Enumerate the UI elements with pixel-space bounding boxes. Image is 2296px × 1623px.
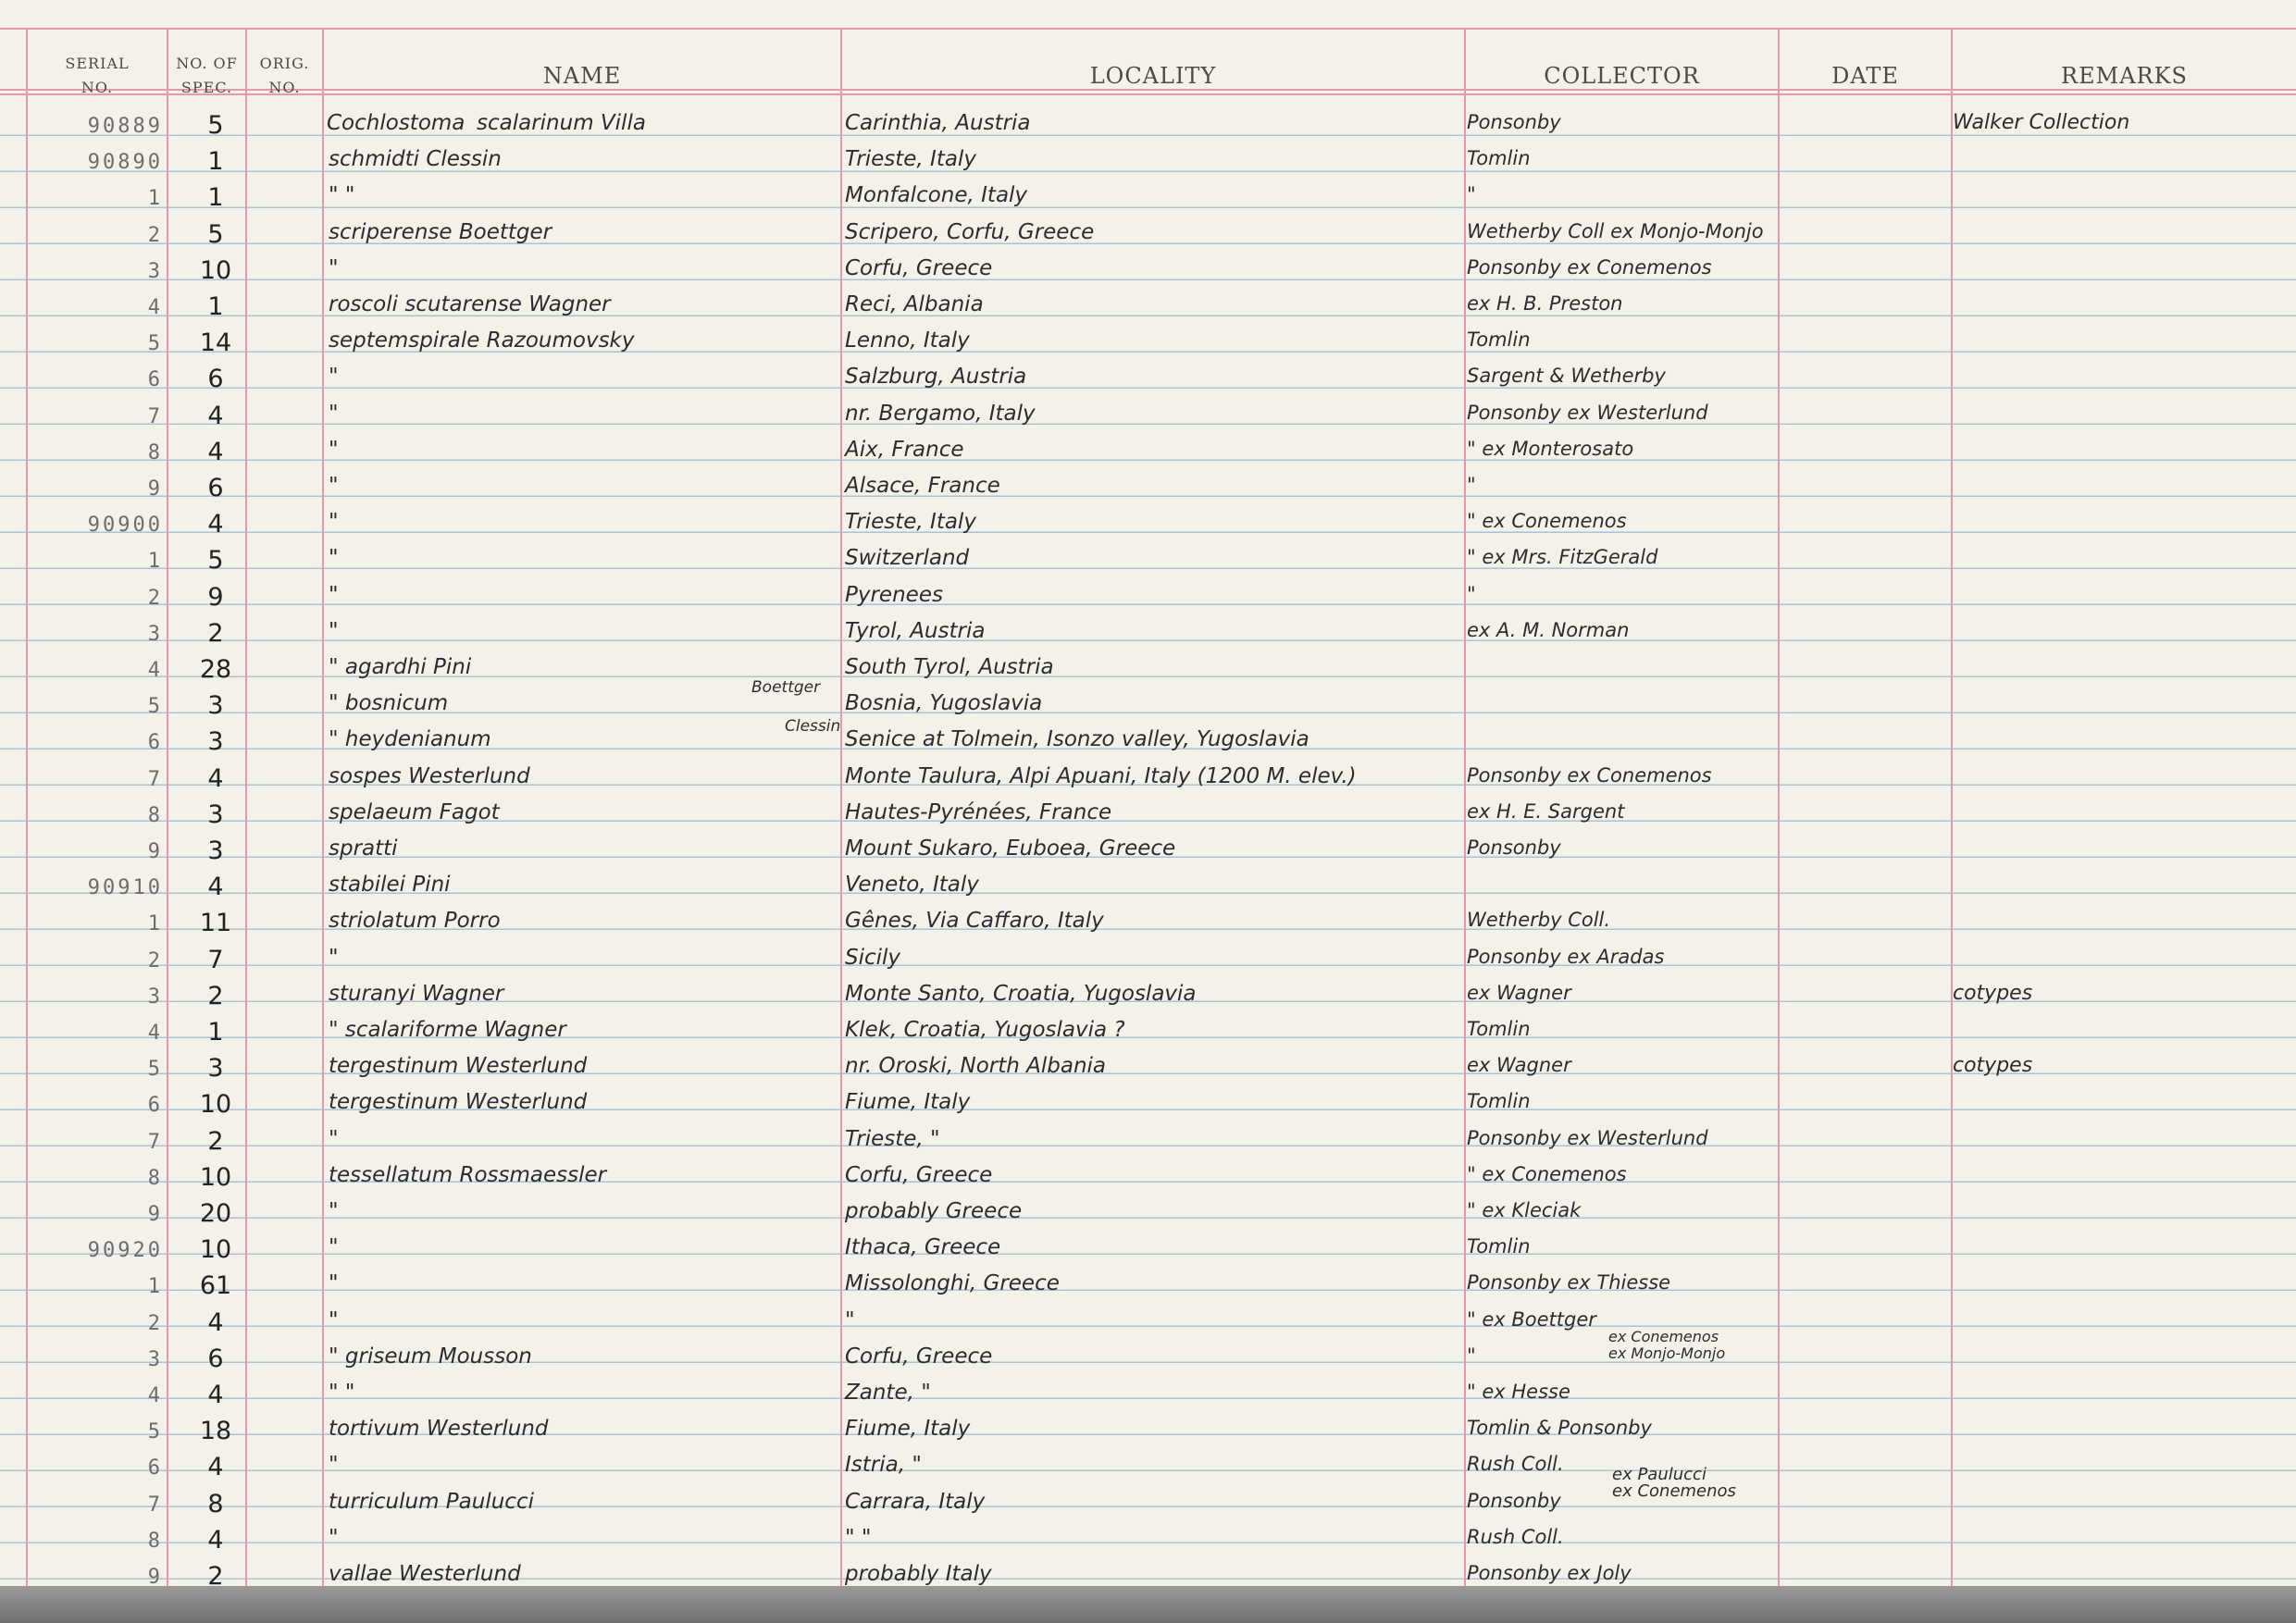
row-23-spec: 11 <box>199 909 232 937</box>
row-38-collector: Rush Coll. <box>1467 1453 1564 1475</box>
row-4-name: scriperense Boettger <box>329 220 552 244</box>
row-28-locality: Fiume, Italy <box>845 1090 971 1114</box>
row-26-serial: 4 <box>147 1022 163 1045</box>
row-19-name: sospes Westerlund <box>329 764 530 788</box>
row-24-serial: 2 <box>147 949 163 973</box>
row-11-collector: " <box>1467 474 1476 496</box>
row-25-remarks: cotypes <box>1953 982 2033 1005</box>
row-6-spec: 1 <box>207 292 224 321</box>
row-7-locality: Lenno, Italy <box>845 328 970 353</box>
row-34-spec: 4 <box>207 1308 224 1337</box>
row-30-locality: Corfu, Greece <box>845 1163 993 1187</box>
row-33-serial: 1 <box>147 1275 163 1298</box>
row-23-collector: Wetherby Coll. <box>1467 909 1611 931</box>
row-15-collector: ex A. M. Norman <box>1467 619 1630 641</box>
row-31-locality: probably Greece <box>845 1199 1023 1223</box>
row-27-name: tergestinum Westerlund <box>329 1054 588 1078</box>
header-orig-no: ORIG. NO. <box>259 55 310 96</box>
row-3-collector: " <box>1467 183 1476 205</box>
row-9-locality: nr. Bergamo, Italy <box>845 402 1036 426</box>
row-21-name: spratti <box>329 836 398 861</box>
row-10-serial: 8 <box>147 441 163 465</box>
row-26-name: " scalariforme Wagner <box>329 1018 566 1042</box>
row-31-collector: " ex Kleciak <box>1467 1199 1582 1221</box>
row-1-name: scalarinum Villa <box>477 111 646 135</box>
row-21-locality: Mount Sukaro, Euboea, Greece <box>845 836 1176 861</box>
row-32-name: " <box>329 1235 339 1259</box>
header-serial-no: SERIAL NO. <box>65 55 130 96</box>
row-5-collector: Ponsonby ex Conemenos <box>1467 256 1712 279</box>
row-30-spec: 10 <box>199 1163 232 1192</box>
row-1-remarks: Walker Collection <box>1953 111 2130 134</box>
row-37-spec: 18 <box>199 1417 232 1445</box>
row-12-spec: 4 <box>207 510 224 539</box>
row-19-locality: Monte Taulura, Alpi Apuani, Italy (1200 M. elev.) <box>845 764 1357 788</box>
row-16-serial: 4 <box>147 659 163 682</box>
row-26-spec: 1 <box>207 1018 224 1047</box>
row-13-collector: " ex Mrs. FitzGerald <box>1467 546 1658 568</box>
row-27-collector: ex Wagner <box>1467 1054 1571 1076</box>
row-38-name: " <box>329 1453 339 1477</box>
row-19-spec: 4 <box>207 764 224 793</box>
row-5-name: " <box>329 256 339 280</box>
row-3-locality: Monfalcone, Italy <box>845 183 1028 207</box>
row-40-spec: 4 <box>207 1526 224 1555</box>
row-33-spec: 61 <box>199 1271 232 1300</box>
row-10-locality: Aix, France <box>845 438 964 462</box>
row-17-spec: 3 <box>207 691 224 720</box>
row-13-serial: 1 <box>147 550 163 573</box>
row-6-collector: ex H. B. Preston <box>1467 292 1623 315</box>
row-8-spec: 6 <box>207 365 224 393</box>
row-27-spec: 3 <box>207 1054 224 1083</box>
row-35-serial: 3 <box>147 1348 163 1371</box>
row-3-serial: 1 <box>147 187 163 210</box>
collector-column-rule <box>1778 28 1780 1586</box>
row-7-name: septemspirale Razoumovsky <box>329 328 635 353</box>
row-33-collector: Ponsonby ex Thiesse <box>1467 1271 1671 1294</box>
note-paulucci-conemenos: ex Paulucci ex Conemenos <box>1612 1465 1736 1501</box>
header-name: NAME <box>542 63 622 89</box>
row-20-locality: Hautes-Pyrénées, France <box>845 800 1112 824</box>
row-16-spec: 28 <box>199 655 232 684</box>
row-40-serial: 8 <box>147 1530 163 1553</box>
row-34-serial: 2 <box>147 1312 163 1335</box>
row-7-serial: 5 <box>147 332 163 355</box>
row-40-collector: Rush Coll. <box>1467 1526 1564 1548</box>
row-22-spec: 4 <box>207 873 224 901</box>
row-11-locality: Alsace, France <box>845 474 1000 498</box>
row-24-spec: 7 <box>207 946 224 974</box>
row-39-locality: Carrara, Italy <box>845 1490 986 1514</box>
row-4-collector: Wetherby Coll ex Monjo-Monjo <box>1467 220 1764 242</box>
header-top-rule <box>0 28 2296 30</box>
row-31-spec: 20 <box>199 1199 232 1228</box>
date-column-rule <box>1951 28 1953 1586</box>
row-14-name: " <box>329 583 339 607</box>
header-collector: COLLECTOR <box>1544 63 1700 89</box>
row-15-spec: 2 <box>207 619 224 648</box>
row-5-serial: 3 <box>147 260 163 283</box>
row-25-name: sturanyi Wagner <box>329 982 504 1006</box>
row-1-collector: Ponsonby <box>1467 111 1561 133</box>
header-locality: LOCALITY <box>1089 63 1217 89</box>
row-26-locality: Klek, Croatia, Yugoslavia ? <box>845 1018 1125 1042</box>
row-9-serial: 7 <box>147 405 163 428</box>
row-36-name: " " <box>329 1381 355 1405</box>
row-6-name: roscoli scutarense Wagner <box>329 292 611 316</box>
row-39-name: turriculum Paulucci <box>329 1490 534 1514</box>
row-39-serial: 7 <box>147 1493 163 1517</box>
row-3-name: " " <box>329 183 355 207</box>
row-5-spec: 10 <box>199 256 232 285</box>
row-13-name: " <box>329 546 339 570</box>
row-29-spec: 2 <box>207 1127 224 1156</box>
row-32-spec: 10 <box>199 1235 232 1264</box>
row-9-collector: Ponsonby ex Westerlund <box>1467 402 1708 424</box>
row-10-collector: " ex Monterosato <box>1467 438 1634 460</box>
row-8-serial: 6 <box>147 368 163 391</box>
row-33-name: " <box>329 1271 339 1295</box>
row-16-name: " agardhi Pini <box>329 655 472 679</box>
row-37-name: tortivum Westerlund <box>329 1417 549 1441</box>
header-no-of-spec: NO. OF SPEC. <box>176 55 238 96</box>
row-41-spec: 2 <box>207 1562 224 1586</box>
row-34-locality: " <box>845 1308 855 1332</box>
row-13-locality: Switzerland <box>845 546 970 570</box>
header-remarks: REMARKS <box>2061 63 2188 89</box>
row-40-locality: " " <box>845 1526 872 1550</box>
row-37-collector: Tomlin & Ponsonby <box>1467 1417 1652 1439</box>
row-21-spec: 3 <box>207 836 224 865</box>
row-15-locality: Tyrol, Austria <box>845 619 986 643</box>
row-2-locality: Trieste, Italy <box>845 147 976 171</box>
row-9-name: " <box>329 402 339 426</box>
row-32-collector: Tomlin <box>1467 1235 1531 1258</box>
row-3-spec: 1 <box>207 183 224 212</box>
row-11-serial: 9 <box>147 477 163 501</box>
row-41-collector: Ponsonby ex Joly <box>1467 1562 1632 1584</box>
row-19-collector: Ponsonby ex Conemenos <box>1467 764 1712 787</box>
note-clessin: Clessin <box>785 717 841 736</box>
row-7-collector: Tomlin <box>1467 328 1531 351</box>
row-36-locality: Zante, " <box>845 1381 931 1405</box>
row-2-collector: Tomlin <box>1467 147 1531 169</box>
row-11-name: " <box>329 474 339 498</box>
row-26-collector: Tomlin <box>1467 1018 1531 1040</box>
row-30-serial: 8 <box>147 1167 163 1190</box>
row-36-collector: " ex Hesse <box>1467 1381 1570 1403</box>
row-12-locality: Trieste, Italy <box>845 510 976 534</box>
row-32-serial: 90920 <box>87 1239 163 1262</box>
row-25-serial: 3 <box>147 985 163 1009</box>
row-15-serial: 3 <box>147 623 163 646</box>
row-18-name: " heydenianum <box>329 727 491 751</box>
row-1-spec: 5 <box>207 111 224 140</box>
row-10-spec: 4 <box>207 438 224 466</box>
row-21-collector: Ponsonby <box>1467 836 1561 859</box>
row-29-serial: 7 <box>147 1131 163 1154</box>
row-28-name: tergestinum Westerlund <box>329 1090 588 1114</box>
row-35-spec: 6 <box>207 1344 224 1373</box>
row-4-locality: Scripero, Corfu, Greece <box>845 220 1095 244</box>
row-37-serial: 5 <box>147 1420 163 1443</box>
row-18-locality: Senice at Tolmein, Isonzo valley, Yugoslavia <box>845 727 1309 751</box>
row-4-spec: 5 <box>207 220 224 249</box>
row-27-remarks: cotypes <box>1953 1054 2033 1077</box>
row-5-locality: Corfu, Greece <box>845 256 993 280</box>
row-22-name: stabilei Pini <box>329 873 451 897</box>
row-6-serial: 4 <box>147 296 163 319</box>
row-8-collector: Sargent & Wetherby <box>1467 365 1666 387</box>
row-24-collector: Ponsonby ex Aradas <box>1467 946 1665 968</box>
row-20-collector: ex H. E. Sargent <box>1467 800 1625 823</box>
row-29-name: " <box>329 1127 339 1151</box>
row-19-serial: 7 <box>147 768 163 791</box>
row-35-collector: " <box>1467 1344 1476 1367</box>
row-36-spec: 4 <box>207 1381 224 1409</box>
row-36-serial: 4 <box>147 1384 163 1407</box>
row-24-name: " <box>329 946 339 970</box>
row-14-spec: 9 <box>207 583 224 612</box>
row-7-spec: 14 <box>199 328 232 357</box>
row-20-name: spelaeum Fagot <box>329 800 500 824</box>
row-25-spec: 2 <box>207 982 224 1010</box>
row-22-serial: 90910 <box>87 876 163 899</box>
row-21-serial: 9 <box>147 840 163 863</box>
row-29-locality: Trieste, " <box>845 1127 940 1151</box>
row-2-serial: 90890 <box>87 151 163 174</box>
orig-column-rule <box>322 28 324 1586</box>
row-30-collector: " ex Conemenos <box>1467 1163 1627 1185</box>
row-18-spec: 3 <box>207 727 224 756</box>
row-34-collector: " ex Boettger <box>1467 1308 1596 1331</box>
row-2-spec: 1 <box>207 147 224 176</box>
row-22-locality: Veneto, Italy <box>845 873 979 897</box>
row-28-spec: 10 <box>199 1090 232 1119</box>
row-31-name: " <box>329 1199 339 1223</box>
row-11-spec: 6 <box>207 474 224 502</box>
row-41-serial: 9 <box>147 1566 163 1586</box>
row-32-locality: Ithaca, Greece <box>845 1235 1001 1259</box>
row-38-locality: Istria, " <box>845 1453 922 1477</box>
row-16-locality: South Tyrol, Austria <box>845 655 1054 679</box>
row-23-serial: 1 <box>147 912 163 935</box>
row-27-serial: 5 <box>147 1058 163 1081</box>
serial-column-rule <box>167 28 168 1586</box>
row-14-collector: " <box>1467 583 1476 605</box>
header-date: DATE <box>1831 63 1899 89</box>
row-13-spec: 5 <box>207 546 224 575</box>
row-41-locality: probably Italy <box>845 1562 992 1586</box>
row-12-serial: 90900 <box>87 514 163 537</box>
row-25-locality: Monte Santo, Croatia, Yugoslavia <box>845 982 1197 1006</box>
row-14-serial: 2 <box>147 587 163 610</box>
row-8-locality: Salzburg, Austria <box>845 365 1027 389</box>
row-15-name: " <box>329 619 339 643</box>
row-8-name: " <box>329 365 339 389</box>
row-34-name: " <box>329 1308 339 1332</box>
row-1-locality: Carinthia, Austria <box>845 111 1031 135</box>
row-38-spec: 4 <box>207 1453 224 1481</box>
row-1-serial: 90889 <box>87 115 163 138</box>
row-30-name: tessellatum Rossmaessler <box>329 1163 607 1187</box>
row-10-name: " <box>329 438 339 462</box>
row-37-locality: Fiume, Italy <box>845 1417 971 1441</box>
row-4-serial: 2 <box>147 224 163 247</box>
row-27-locality: nr. Oroski, North Albania <box>845 1054 1107 1078</box>
row-28-collector: Tomlin <box>1467 1090 1531 1112</box>
row-17-name: " bosnicum <box>329 691 449 715</box>
row-35-locality: Corfu, Greece <box>845 1344 993 1369</box>
row-12-collector: " ex Conemenos <box>1467 510 1627 532</box>
row-18-serial: 6 <box>147 731 163 754</box>
row-23-name: striolatum Porro <box>329 909 501 933</box>
note-conemenos-monjo: ex Conemenos ex Monjo-Monjo <box>1608 1328 1726 1362</box>
row-40-name: " <box>329 1526 339 1550</box>
row-38-serial: 6 <box>147 1456 163 1480</box>
row-9-spec: 4 <box>207 402 224 430</box>
row-12-name: " <box>329 510 339 534</box>
row-20-spec: 3 <box>207 800 224 829</box>
row-17-serial: 5 <box>147 695 163 718</box>
row-33-locality: Missolonghi, Greece <box>845 1271 1060 1295</box>
row-35-name: " griseum Mousson <box>329 1344 532 1369</box>
page-bottom-edge <box>0 1586 2296 1623</box>
row-20-serial: 8 <box>147 804 163 827</box>
row-28-serial: 6 <box>147 1094 163 1117</box>
row-41-name: vallae Westerlund <box>329 1562 521 1586</box>
row-17-locality: Bosnia, Yugoslavia <box>845 691 1043 715</box>
row-24-locality: Sicily <box>845 946 901 970</box>
row-14-locality: Pyrenees <box>845 583 943 607</box>
row-6-locality: Reci, Albania <box>845 292 984 316</box>
row-31-serial: 9 <box>147 1203 163 1226</box>
genus-name: Cochlostoma <box>327 111 465 135</box>
row-29-collector: Ponsonby ex Westerlund <box>1467 1127 1708 1149</box>
row-25-collector: ex Wagner <box>1467 982 1571 1004</box>
row-2-name: schmidti Clessin <box>329 147 502 171</box>
row-39-collector: Ponsonby <box>1467 1490 1561 1512</box>
row-39-spec: 8 <box>207 1490 224 1518</box>
note-boettger: Boettger <box>751 678 821 697</box>
row-23-locality: Gênes, Via Caffaro, Italy <box>845 909 1104 933</box>
